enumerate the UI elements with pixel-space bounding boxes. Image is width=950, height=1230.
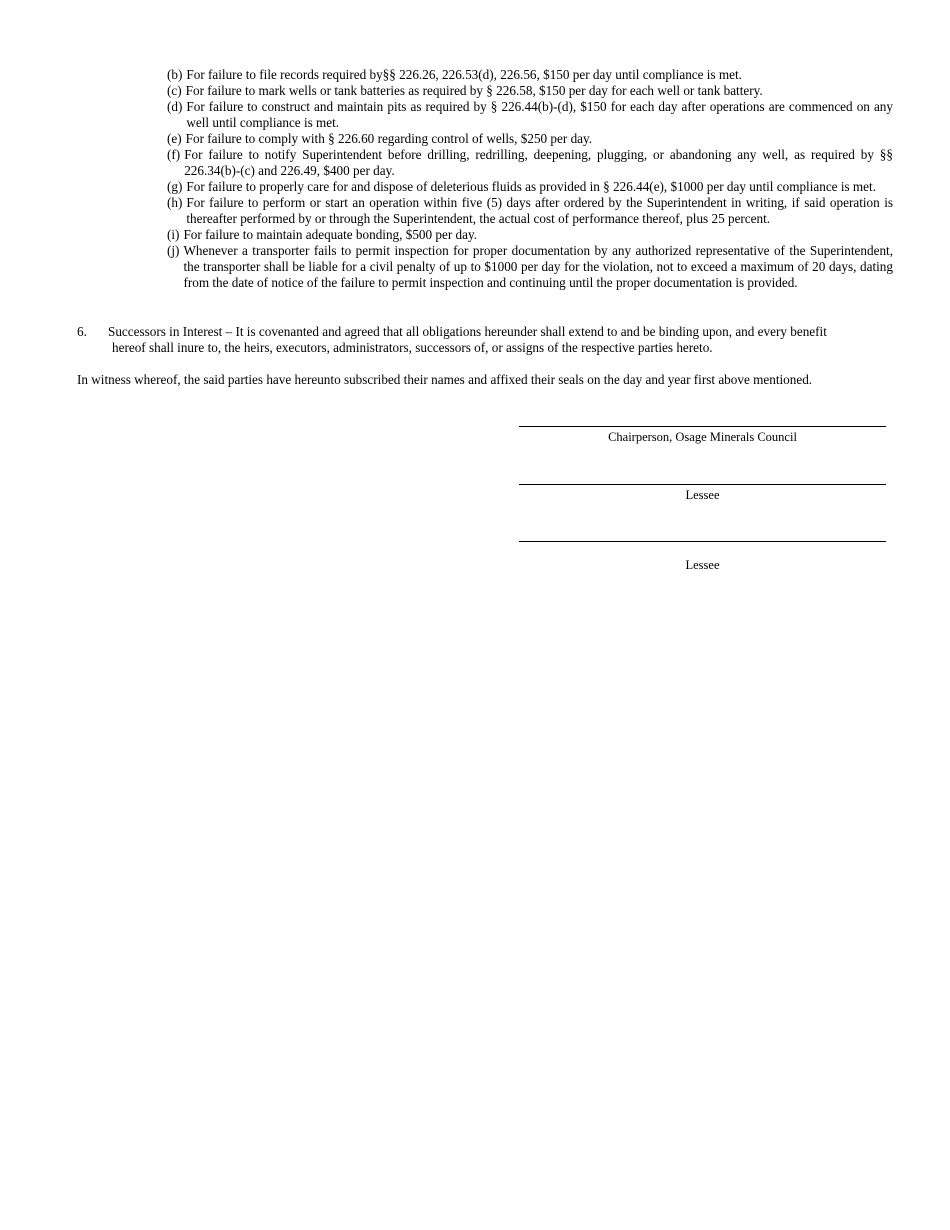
subitem-text: For failure to comply with § 226.60 regarding control of wells, $250 per day. bbox=[185, 131, 593, 146]
section-6-successors bbox=[77, 324, 877, 356]
subitem-text: Whenever a transporter fails to permit inspection for proper documentation by any authorized representative of the Superintendent, the transporter shall be liable for a civil penalty of up to $1000 per day for the violation, not to exceed a maximum of 20 days, dating from the date of notice of the failure to permit inspection and continuing until the proper documentation is provided. bbox=[183, 243, 893, 290]
signature-line bbox=[519, 541, 886, 542]
subitem-text: For failure to maintain adequate bonding, $500 per day. bbox=[183, 227, 478, 242]
subitem-g bbox=[167, 179, 893, 195]
subitem-text: For failure to file records required by§§ 226.26, 226.53(d), 226.56, $150 per day until compliance is met. bbox=[186, 67, 742, 82]
section-text-line-1: Successors in Interest – It is covenanted and agreed that all obligations hereunder shall extend to and be binding upon, and every benefit bbox=[108, 324, 827, 339]
subitem-j bbox=[167, 243, 893, 291]
subitem-c bbox=[167, 83, 893, 99]
subitem-f bbox=[167, 147, 893, 179]
section-number: 6. bbox=[77, 324, 87, 339]
signature-block-lessee-2 bbox=[519, 541, 886, 573]
signature-caption: Lessee bbox=[685, 558, 720, 572]
subitem-label: (c) bbox=[167, 83, 182, 98]
section-text bbox=[108, 324, 877, 356]
subitem-b bbox=[167, 67, 893, 83]
subitem-text: For failure to construct and maintain pits as required by § 226.44(b)-(d), $150 for each day after operations are commenced on any well until compliance is met. bbox=[186, 99, 893, 130]
subitem-e bbox=[167, 131, 893, 147]
subitem-label: (h) bbox=[167, 195, 183, 210]
subitem-i bbox=[167, 227, 893, 243]
subitem-text: For failure to notify Superintendent before drilling, redrilling, deepening, plugging, or abandoning any well, as required by §§ 226.34(b)-(c) and 226.49, $400 per day. bbox=[184, 147, 893, 178]
witness-clause: In witness whereof, the said parties have hereunto subscribed their names and affixed their seals on the day and year first above mentioned. bbox=[77, 372, 813, 387]
signature-block-lessee-1 bbox=[519, 484, 886, 503]
subitem-text: For failure to mark wells or tank batteries as required by § 226.58, $150 per day for each well or tank battery. bbox=[185, 83, 763, 98]
subitem-text: For failure to properly care for and dispose of deleterious fluids as provided in § 226.44(e), $1000 per day until compliance is met. bbox=[186, 179, 876, 194]
signature-block-chairperson bbox=[519, 426, 886, 445]
section-text-line-2: hereof shall inure to, the heirs, executors, administrators, successors of, or assigns of the respective parties hereto. bbox=[112, 340, 713, 355]
subitem-label: (j) bbox=[167, 243, 180, 258]
subitem-label: (g) bbox=[167, 179, 183, 194]
subitem-text: For failure to perform or start an operation within five (5) days after ordered by the Superintendent in writing, if said operation is thereafter performed by or through the Superintendent, the actual cost of performance thereof, plus 25 percent. bbox=[186, 195, 893, 226]
signature-line bbox=[519, 484, 886, 485]
penalty-subitems bbox=[167, 67, 893, 291]
subitem-label: (e) bbox=[167, 131, 182, 146]
subitem-label: (b) bbox=[167, 67, 183, 82]
signature-caption: Chairperson, Osage Minerals Council bbox=[608, 430, 797, 444]
subitem-label: (i) bbox=[167, 227, 180, 242]
subitem-label: (d) bbox=[167, 99, 183, 114]
subitem-label: (f) bbox=[167, 147, 181, 162]
subitem-d bbox=[167, 99, 893, 131]
signature-line bbox=[519, 426, 886, 427]
signature-caption: Lessee bbox=[685, 488, 720, 502]
subitem-h bbox=[167, 195, 893, 227]
